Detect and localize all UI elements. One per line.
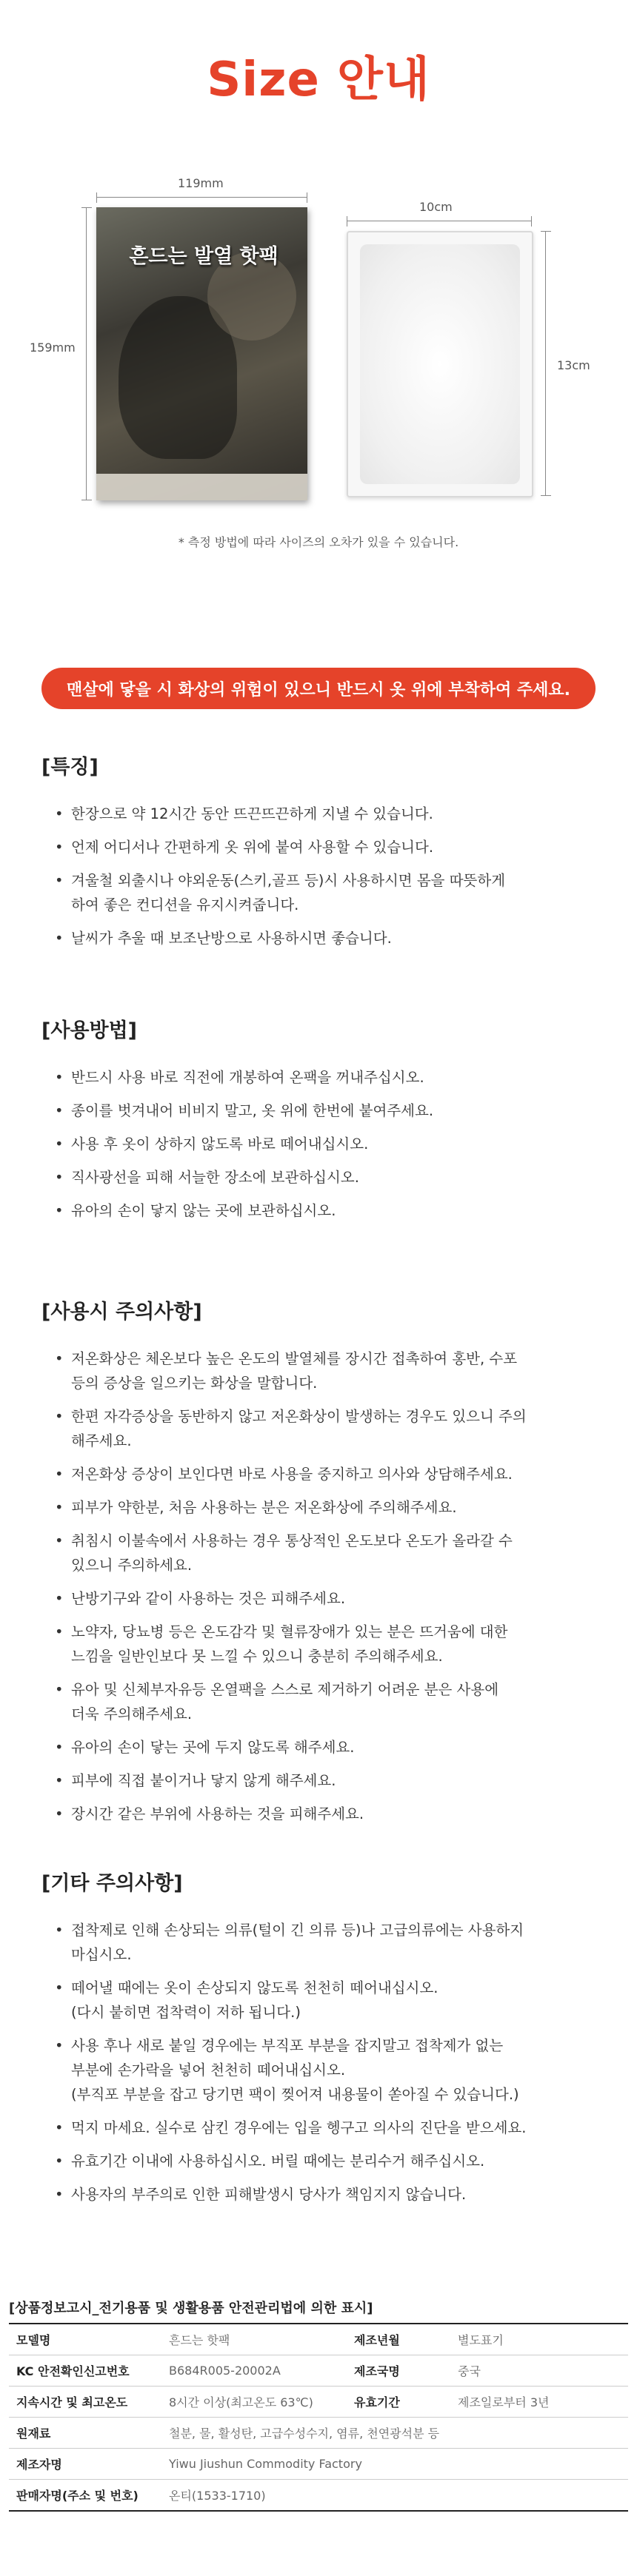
size-note: * 측정 방법에 따라 사이즈의 오차가 있을 수 있습니다. [178, 535, 459, 549]
list-item: • 한장으로 약 12시간 동안 뜨끈뜨끈하게 지낼 수 있습니다. [41, 802, 604, 826]
usage-list [41, 1065, 604, 1223]
table-header-cell: 제조년월 [347, 2324, 450, 2355]
table-header-cell: 모델명 [9, 2324, 161, 2355]
table-header-cell: 제조국명 [347, 2355, 450, 2387]
other-cautions-heading: [기타 주의사항] [41, 1872, 183, 1895]
heat-pad-image [347, 231, 533, 497]
table-cell: 중국 [450, 2355, 628, 2387]
list-item: • 노약자, 당뇨병 등은 온도감각 및 혈류장애가 있는 분은 뜨거움에 대한 느낌을 일반인보다 못 느낄 수 있으니 충분히 주의해주세요. [41, 1620, 604, 1668]
table-row [9, 2324, 628, 2355]
list-item: • 피부가 약한분, 처음 사용하는 분은 저온화상에 주의해주세요. [41, 1495, 604, 1520]
features-section [41, 751, 604, 959]
table-header-cell: 유효기간 [347, 2387, 450, 2418]
table-cell: Yiwu Jiushun Commodity Factory [161, 2449, 628, 2480]
cautions-list [41, 1346, 604, 1826]
pad-height-tick-top [541, 231, 551, 232]
pad-height-tick-bottom [541, 495, 551, 496]
hotpack-package-image [96, 207, 307, 500]
table-header-cell: 제조자명 [9, 2449, 161, 2480]
list-item: • 종이를 벗겨내어 비비지 말고, 옷 위에 한번에 붙여주세요. [41, 1099, 604, 1123]
pad-height-label: 13cm [557, 358, 590, 372]
features-list [41, 802, 604, 950]
pack-width-label: 119mm [178, 176, 224, 190]
table-header-cell: 판매자명(주소 및 번호) [9, 2480, 161, 2512]
product-info-table [9, 2323, 628, 2512]
list-item: • 반드시 사용 바로 직전에 개봉하여 온팩을 꺼내주십시오. [41, 1065, 604, 1090]
table-cell: 별도표기 [450, 2324, 628, 2355]
list-item: • 취침시 이불속에서 사용하는 경우 통상적인 온도보다 온도가 올라갈 수 있으니 주의하세요. [41, 1529, 604, 1577]
table-row [9, 2387, 628, 2418]
list-item: • 접착제로 인해 손상되는 의류(털이 긴 의류 등)나 고급의류에는 사용하지 마십시오. [41, 1918, 604, 1967]
table-cell: 8시간 이상(최고온도 63℃) [161, 2387, 347, 2418]
pack-width-line [96, 197, 307, 198]
list-item: • 난방기구와 같이 사용하는 것은 피해주세요. [41, 1586, 604, 1611]
table-row [9, 2480, 628, 2512]
list-item: • 장시간 같은 부위에 사용하는 것을 피해주세요. [41, 1802, 604, 1826]
other-cautions-section [41, 1867, 604, 2216]
list-item: • 겨울철 외출시나 야외운동(스키,골프 등)시 사용하시면 몸을 따뜻하게 하여 좋은 컨디션을 유지시켜줍니다. [41, 868, 604, 917]
cautions-heading: [사용시 주의사항] [41, 1301, 202, 1324]
table-cell: 온티(1533-1710) [161, 2480, 628, 2512]
list-item: • 떼어낼 때에는 옷이 손상되지 않도록 천천히 떼어내십시오. (다시 붙히면 접착력이 저하 됩니다.) [41, 1976, 604, 2025]
table-header-cell: 원재료 [9, 2418, 161, 2449]
table-row [9, 2449, 628, 2480]
table-row [9, 2418, 628, 2449]
list-item: • 피부에 직접 붙이거나 닿지 않게 해주세요. [41, 1768, 604, 1793]
table-cell: 철분, 물, 활성탄, 고급수성수지, 염류, 천연광석분 등 [161, 2418, 628, 2449]
pack-width-tick-left [96, 192, 97, 203]
pack-height-line [86, 207, 87, 500]
usage-section [41, 1014, 604, 1232]
table-cell: 흔드는 핫팩 [161, 2324, 347, 2355]
usage-heading: [사용방법] [41, 1019, 138, 1042]
product-info-title: [상품정보고시_전기용품 및 생활용품 안전관리법에 의한 표시] [9, 2301, 373, 2316]
heat-pad-inner [360, 244, 520, 484]
table-header-cell: 지속시간 및 최고온도 [9, 2387, 161, 2418]
pad-width-tick-right [531, 216, 532, 227]
table-cell: B684R005-20002A [161, 2355, 347, 2387]
pack-label: 흔드는 발열 핫팩 [129, 245, 279, 268]
list-item: • 저온화상 증상이 보인다면 바로 사용을 중지하고 의사와 상담해주세요. [41, 1462, 604, 1486]
table-cell: 제조일로부터 3년 [450, 2387, 628, 2418]
list-item: • 한편 자각증상을 동반하지 않고 저온화상이 발생하는 경우도 있으니 주의 해주세요. [41, 1404, 604, 1453]
list-item: • 유아의 손이 닿지 않는 곳에 보관하십시오. [41, 1198, 604, 1223]
list-item: • 사용 후나 새로 붙일 경우에는 부직포 부분을 잡지말고 접착제가 없는 부분에 손가락을 넣어 천천히 떼어내십시오. (부직포 부분을 잡고 당기면 팩이 찢어져 내용물이 쏟아질 수 있습니다.) [41, 2033, 604, 2107]
list-item: • 사용 후 옷이 상하지 않도록 바로 떼어내십시오. [41, 1132, 604, 1156]
list-item: • 직사광선을 피해 서늘한 장소에 보관하십시오. [41, 1165, 604, 1190]
other-cautions-list [41, 1918, 604, 2207]
list-item: • 먹지 마세요. 실수로 삼킨 경우에는 입을 헹구고 의사의 진단을 받으세요. [41, 2116, 604, 2140]
list-item: • 유효기간 이내에 사용하십시오. 버릴 때에는 분리수거 해주십시오. [41, 2149, 604, 2173]
pack-height-label: 159mm [30, 341, 76, 355]
warning-banner: 맨살에 닿을 시 화상의 위험이 있으니 반드시 옷 위에 부착하여 주세요. [41, 668, 596, 709]
table-row [9, 2355, 628, 2387]
pack-footer-strip [96, 474, 307, 500]
pad-width-label: 10cm [419, 200, 453, 214]
list-item: • 사용자의 부주의로 인한 피해발생시 당사가 책임지지 않습니다. [41, 2182, 604, 2207]
page-title: Size 안내 [207, 53, 430, 107]
table-header-cell: KC 안전확인신고번호 [9, 2355, 161, 2387]
pad-height-line [545, 231, 546, 496]
list-item: • 유아 및 신체부자유등 온열팩을 스스로 제거하기 어려운 분은 사용에 더욱 주의해주세요. [41, 1677, 604, 1726]
pack-height-tick-top [81, 207, 92, 208]
list-item: • 언제 어디서나 간편하게 옷 위에 붙여 사용할 수 있습니다. [41, 835, 604, 859]
cautions-section [41, 1295, 604, 1835]
list-item: • 날씨가 추울 때 보조난방으로 사용하시면 좋습니다. [41, 926, 604, 950]
features-heading: [특징] [41, 756, 99, 779]
list-item: • 저온화상은 체온보다 높은 온도의 발열체를 장시간 접촉하여 홍반, 수포 등의 증상을 일으키는 화상을 말합니다. [41, 1346, 604, 1395]
list-item: • 유아의 손이 닿는 곳에 두지 않도록 해주세요. [41, 1735, 604, 1760]
